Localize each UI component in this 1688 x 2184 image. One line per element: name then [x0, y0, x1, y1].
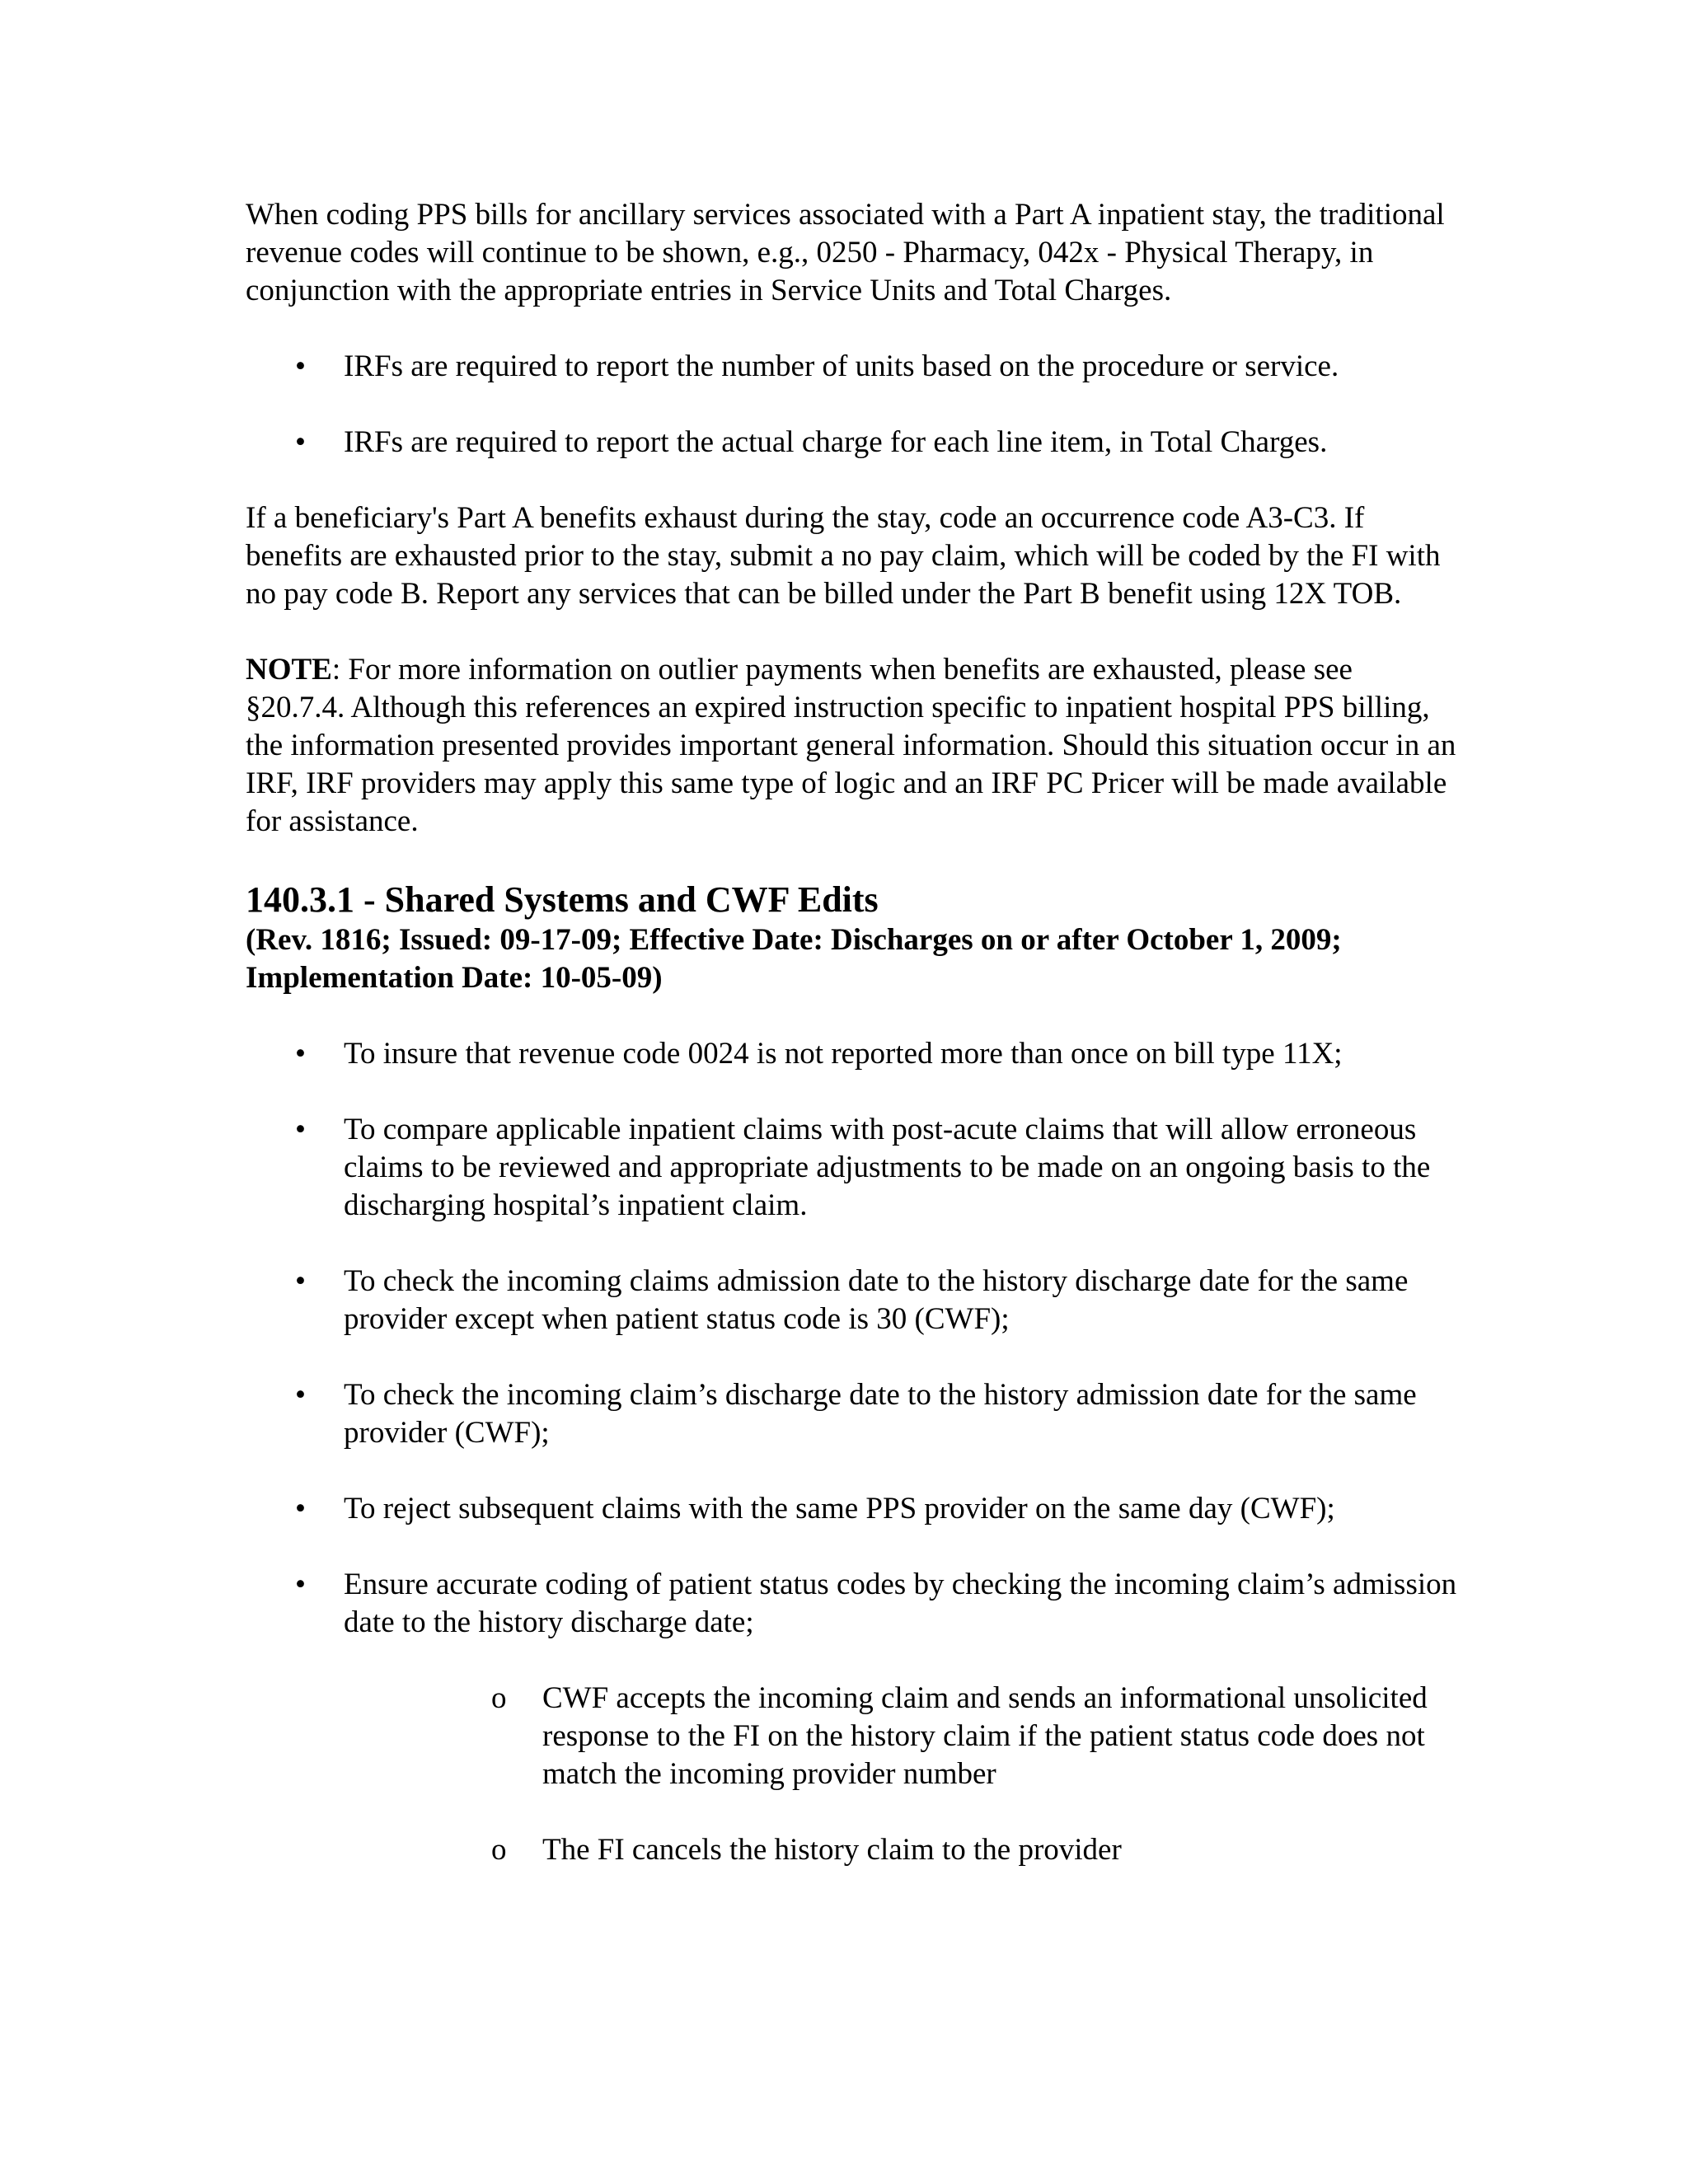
list-item-text: IRFs are required to report the actual charge for each line item, in Total Charges. [344, 425, 1328, 459]
list-item [246, 424, 1457, 462]
list-item [246, 1111, 1457, 1225]
sub-bullet-list [246, 1680, 1457, 1869]
list-item [246, 348, 1457, 386]
note-paragraph [246, 651, 1457, 841]
document-page [246, 196, 1457, 1907]
list-item-text: IRFs are required to report the number of units based on the procedure or service. [344, 349, 1339, 383]
note-label: NOTE [246, 653, 332, 687]
list-item-text: Ensure accurate coding of patient status codes by checking the incoming claim’s admission date to the history discharge date; [344, 1568, 1457, 1639]
list-item-text: To reject subsequent claims with the same PPS provider on the same day (CWF); [344, 1492, 1335, 1526]
list-item [246, 1376, 1457, 1452]
bullet-icon: • [295, 1568, 306, 1601]
list-item-text: To insure that revenue code 0024 is not reported more than once on bill type 11X; [344, 1037, 1343, 1071]
section-heading: 140.3.1 - Shared Systems and CWF Edits [246, 879, 879, 920]
list-item-text: CWF accepts the incoming claim and sends an informational unsolicited response to the FI on the history claim if the patient status code does not match the incoming provider number [542, 1681, 1428, 1791]
bullet-icon: • [295, 1378, 306, 1412]
list-item [246, 1566, 1457, 1642]
intro-paragraph: When coding PPS bills for ancillary services associated with a Part A inpatient stay, the traditional revenue codes will continue to be shown, e.g., 0250 - Pharmacy, 042x - Physical Therapy, in conjunction with the appropriate entries in Service Units and Total Charges. [246, 198, 1445, 307]
list-item-text: To check the incoming claim’s discharge date to the history admission date for the same provider (CWF); [344, 1378, 1417, 1450]
revision-info: (Rev. 1816; Issued: 09-17-09; Effective Date: Discharges on or after October 1, 2009; Implementation Date: 10-05-09) [246, 923, 1342, 995]
list-item-text: The FI cancels the history claim to the provider [542, 1833, 1122, 1867]
bullet-icon: • [295, 1113, 306, 1146]
bullet-icon: • [295, 425, 306, 459]
list-item-text: To check the incoming claims admission date to the history discharge date for the same provider except when patient status code is 30 (CWF); [344, 1264, 1409, 1336]
list-item [246, 1263, 1457, 1338]
list-item [246, 1035, 1457, 1073]
bullet-icon: • [295, 1037, 306, 1071]
benefits-paragraph: If a beneficiary's Part A benefits exhaust during the stay, code an occurrence code A3-C3. If benefits are exhausted prior to the stay, submit a no pay claim, which will be coded by the FI with no pay code B. Report any services that can be billed under the Part B benefit using 12X TOB. [246, 501, 1441, 611]
note-text: : For more information on outlier payments when benefits are exhausted, please see §20.7.4. Although this references an expired instruction specific to inpatient hospital PPS billing, the information presented provides important general information. Should this situation occur in an IRF, IRF providers may apply this same type of logic and an IRF PC Pricer will be made available for assistance. [246, 653, 1456, 838]
edit-bullet-list [246, 1035, 1457, 1642]
list-item [246, 1831, 1457, 1869]
bullet-icon: • [295, 1264, 306, 1298]
intro-bullet-list [246, 348, 1457, 462]
bullet-icon: • [295, 349, 306, 383]
list-item [246, 1490, 1457, 1528]
list-item [246, 1680, 1457, 1793]
circle-bullet-icon: o [491, 1681, 507, 1715]
circle-bullet-icon: o [491, 1833, 507, 1867]
bullet-icon: • [295, 1492, 306, 1526]
list-item-text: To compare applicable inpatient claims with post-acute claims that will allow erroneous claims to be reviewed and appropriate adjustments to be made on an ongoing basis to the discharging hospital’s inpatient claim. [344, 1113, 1431, 1222]
